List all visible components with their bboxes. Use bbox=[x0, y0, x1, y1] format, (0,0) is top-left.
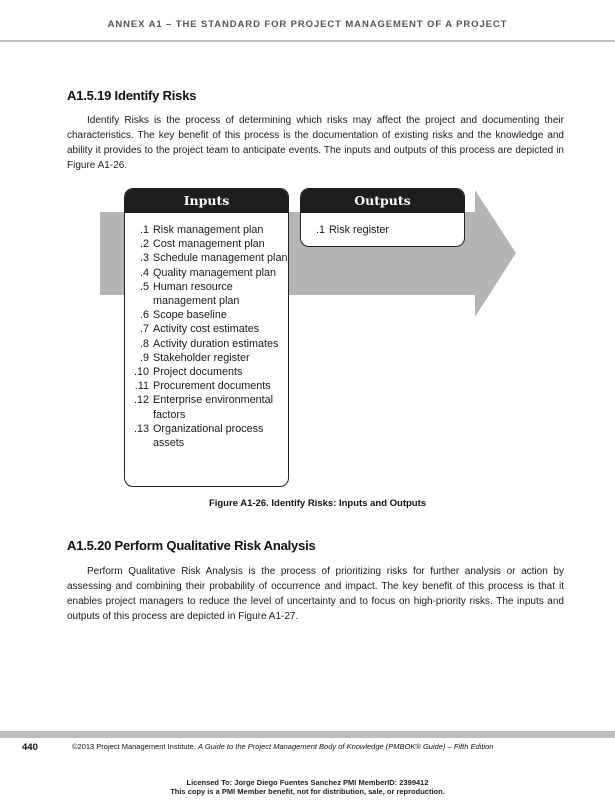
license-line-1: Licensed To: Jorge Diego Fuentes Sanchez PMI MemberID: 2399412 bbox=[186, 778, 429, 787]
item-text: Quality management plan bbox=[153, 266, 277, 279]
inputs-list bbox=[125, 213, 288, 450]
item-number: .12 bbox=[133, 394, 149, 407]
item-text: Scope baseline bbox=[153, 309, 227, 322]
item-number: .7 bbox=[139, 323, 149, 336]
section-paragraph-qualitative-risk bbox=[67, 564, 564, 624]
list-item bbox=[125, 223, 288, 237]
item-text: Schedule management plan bbox=[153, 252, 288, 265]
item-text: Project documents bbox=[153, 366, 243, 379]
list-item bbox=[125, 365, 288, 379]
copyright-prefix: ©2013 Project Management Institute. bbox=[72, 742, 199, 751]
list-item bbox=[301, 223, 464, 237]
section-heading-identify-risks: A1.5.19 Identify Risks bbox=[67, 88, 197, 103]
copyright-title: A Guide to the Project Management Body of Knowledge (PMBOK® Guide) – Fifth Edition bbox=[198, 742, 494, 751]
list-item bbox=[125, 379, 288, 393]
item-text: Procurement documents bbox=[153, 380, 271, 393]
footer-bar bbox=[0, 731, 615, 738]
figure-caption: Figure A1-26. Identify Risks: Inputs and Outputs bbox=[208, 498, 427, 509]
item-text: Enterprise environmental factors bbox=[153, 394, 274, 421]
outputs-list bbox=[301, 213, 464, 237]
item-number: .10 bbox=[133, 366, 149, 379]
section-heading-qualitative-risk: A1.5.20 Perform Qualitative Risk Analysis bbox=[67, 538, 316, 553]
list-item bbox=[125, 280, 288, 308]
inputs-box bbox=[124, 188, 289, 487]
running-header: ANNEX A1 – THE STANDARD FOR PROJECT MANAGEMENT OF A PROJECT bbox=[107, 19, 508, 30]
item-text: Risk register bbox=[329, 224, 389, 236]
outputs-box bbox=[300, 188, 465, 247]
item-number: .1 bbox=[315, 224, 325, 236]
item-text: Stakeholder register bbox=[153, 351, 250, 364]
item-number: .9 bbox=[139, 351, 149, 364]
item-number: .6 bbox=[139, 309, 149, 322]
item-text: Cost management plan bbox=[153, 238, 265, 251]
item-number: .4 bbox=[139, 266, 149, 279]
header-rule bbox=[0, 40, 615, 42]
list-item bbox=[125, 251, 288, 265]
item-text: Human resource management plan bbox=[153, 280, 240, 308]
item-text: Risk management plan bbox=[153, 224, 264, 236]
item-number: .5 bbox=[139, 280, 149, 293]
list-item bbox=[125, 308, 288, 322]
list-item bbox=[125, 351, 288, 365]
list-item bbox=[125, 337, 288, 351]
item-number: .2 bbox=[139, 238, 149, 251]
list-item bbox=[125, 266, 288, 280]
outputs-title: Outputs bbox=[301, 189, 464, 213]
item-number: .3 bbox=[139, 252, 149, 265]
list-item bbox=[125, 322, 288, 336]
paragraph-text: Identify Risks is the process of determining which risks may affect the project and documenting their characteristics. The key benefit of this process is the documentation of existing risks and the knowledge and ability it provides to the project team to anticipate events. The inputs and outputs of this process are depicted in Figure A1-26. bbox=[67, 115, 564, 171]
item-number: .13 bbox=[133, 422, 149, 435]
item-text: Activity duration estimates bbox=[153, 337, 279, 350]
paragraph-text: Perform Qualitative Risk Analysis is the process of prioritizing risks for further analysis or action by assessing and combining their probability of occurrence and impact. The key benefit of this process is that it enables project managers to reduce the level of uncertainty and to focus on high-priority risks. The inputs and outputs of this process are depicted in Figure A1-27. bbox=[67, 566, 564, 622]
inputs-title: Inputs bbox=[125, 189, 288, 213]
item-number: .1 bbox=[139, 224, 149, 236]
list-item bbox=[125, 237, 288, 251]
section-paragraph-identify-risks bbox=[67, 113, 564, 173]
copyright-line bbox=[72, 742, 493, 751]
page-number: 440 bbox=[22, 742, 38, 753]
list-item bbox=[125, 422, 288, 450]
license-line-2: This copy is a PMI Member benefit, not for distribution, sale, or reproduction. bbox=[170, 787, 445, 796]
item-number: .8 bbox=[139, 337, 149, 350]
item-number: .11 bbox=[134, 380, 149, 393]
item-text: Organizational process assets bbox=[153, 422, 264, 450]
list-item bbox=[125, 393, 288, 421]
item-text: Activity cost estimates bbox=[153, 323, 260, 336]
